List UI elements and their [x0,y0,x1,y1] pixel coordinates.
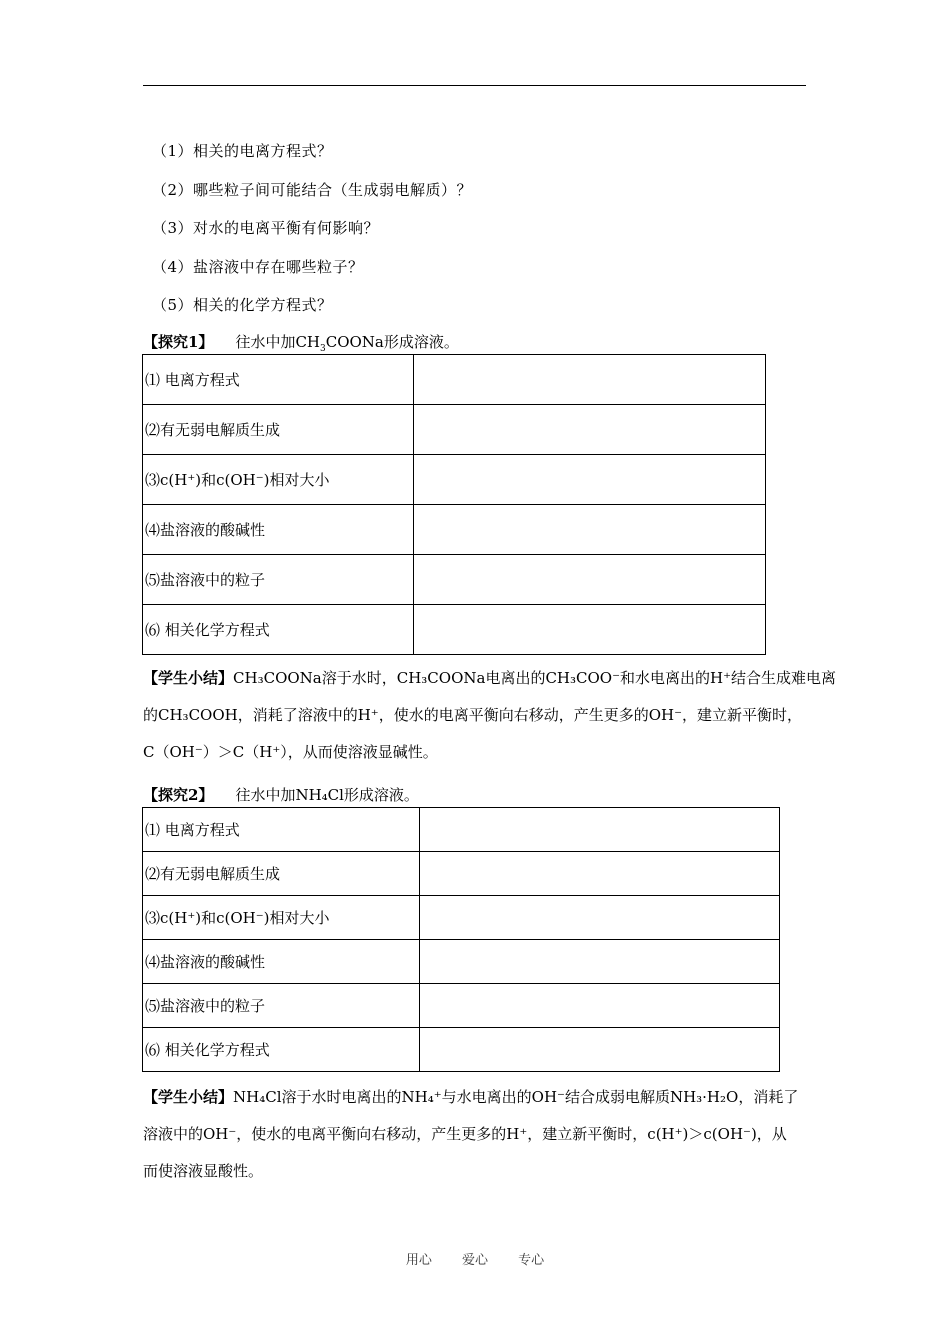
question-3: （3）对水的电离平衡有何影响？ [152,219,380,237]
explore-1-text-post: COONa形成溶液。 [325,333,459,351]
table1-answer-cell[interactable] [414,405,766,455]
table2-answer-cell[interactable] [420,1028,780,1072]
question-5: （5）相关的化学方程式？ [152,296,333,314]
table1-label: ⑴ 电离方程式 [143,355,414,405]
summary-1-line1: CH₃COONa溶于水时，CH₃COONa电离出的CH₃COO⁻和水电离出的H⁺结合生成难电离 [233,669,836,687]
table1-label: ⑸盐溶液中的粒子 [143,555,414,605]
summary-1-line3: C（OH⁻）＞C（H⁺），从而使溶液显碱性。 [143,743,438,761]
summary-1-line2: 的CH₃COOH，消耗了溶液中的H⁺，使水的电离平衡向右移动，产生更多的OH⁻，建立新平衡时， [143,706,803,724]
table1-answer-cell[interactable] [414,555,766,605]
table1-answer-cell[interactable] [414,455,766,505]
summary-2-line3: 而使溶液显酸性。 [143,1162,264,1180]
header-rule [143,85,806,86]
table2-label: ⑷盐溶液的酸碱性 [143,940,420,984]
table2-label: ⑵有无弱电解质生成 [143,852,420,896]
table1-answer-cell[interactable] [414,505,766,555]
summary-2-tag: 【学生小结】 [143,1088,234,1106]
summary-2-line1: NH₄Cl溶于水时电离出的NH₄⁺与水电离出的OH⁻结合成弱电解质NH₃·H₂O，消耗了 [233,1088,799,1106]
explore-2-tag: 【探究2】 [143,786,214,804]
question-2: （2）哪些粒子间可能结合（生成弱电解质）？ [152,181,473,199]
table2-answer-cell[interactable] [420,896,780,940]
footer-word: 爱心 [461,1253,488,1268]
table2-label: ⑴ 电离方程式 [143,808,420,852]
explore-1-tag: 【探究1】 [143,333,214,351]
explore-1-table [142,354,766,655]
explore-2-heading [143,784,419,805]
explore-1-heading [143,331,459,354]
summary-2 [143,1079,798,1190]
table2-label: ⑶c(H⁺)和c(OH⁻)相对大小 [143,896,420,940]
summary-1 [143,660,836,771]
table1-label: ⑷盐溶液的酸碱性 [143,505,414,555]
question-4: （4）盐溶液中存在哪些粒子？ [152,258,364,276]
question-1: （1）相关的电离方程式？ [152,142,333,160]
explore-1-text-pre: 往水中加CH [235,333,320,351]
table2-answer-cell[interactable] [420,852,780,896]
table2-answer-cell[interactable] [420,808,780,852]
footer-word: 专心 [518,1253,545,1268]
explore-2-text: 往水中加NH₄Cl形成溶液。 [235,786,419,804]
explore-2-table [142,807,780,1072]
table1-label: ⑶c(H⁺)和c(OH⁻)相对大小 [143,455,414,505]
table2-answer-cell[interactable] [420,940,780,984]
table1-answer-cell[interactable] [414,605,766,655]
table2-answer-cell[interactable] [420,984,780,1028]
table1-label: ⑵有无弱电解质生成 [143,405,414,455]
table2-label: ⑸盐溶液中的粒子 [143,984,420,1028]
table1-answer-cell[interactable] [414,355,766,405]
page-footer [0,1249,950,1268]
summary-1-tag: 【学生小结】 [143,669,234,687]
table1-label: ⑹ 相关化学方程式 [143,605,414,655]
explore-1-sub: 3 [320,344,326,354]
summary-2-line2: 溶液中的OH⁻，使水的电离平衡向右移动，产生更多的H⁺，建立新平衡时，c(H⁺)＞c(OH⁻)，从 [143,1125,787,1143]
footer-word: 用心 [405,1253,432,1268]
table2-label: ⑹ 相关化学方程式 [143,1028,420,1072]
